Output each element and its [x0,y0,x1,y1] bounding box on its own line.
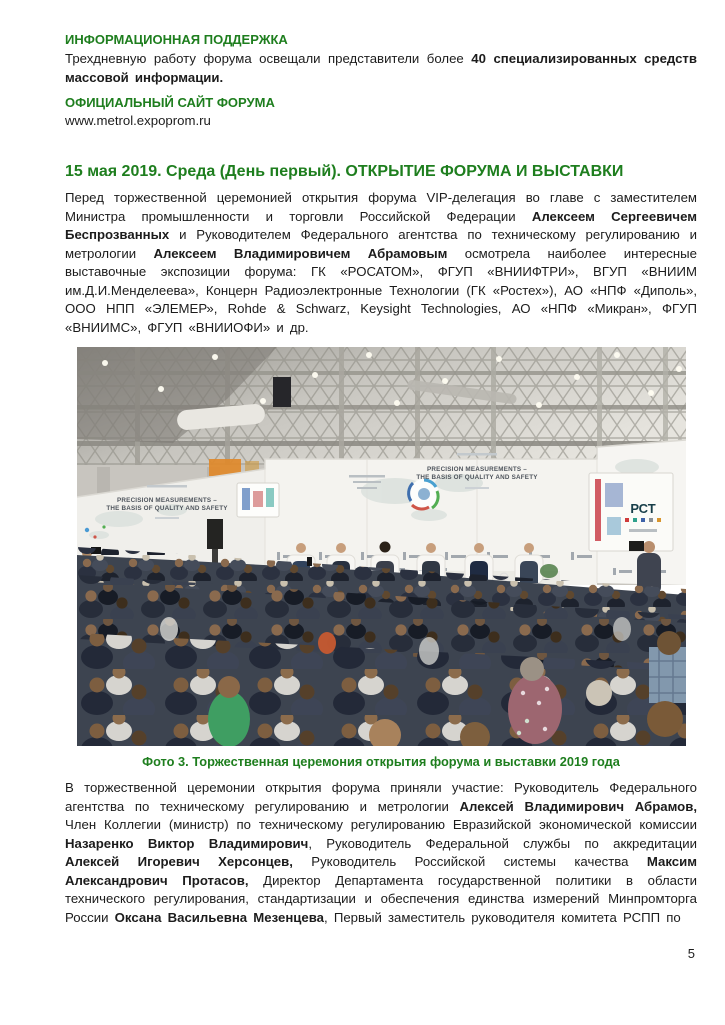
text-run: осмотрела наиболее интересные выставочные экспозиции форума: ГК «РОСАТОМ», ФГУП «ВНИИФТРИ», ВГУП «ВНИИМ им.Д.И.Менделеева», Концерн Радиоэлектронные Технологии (ГК «Ростех»), АО «НПФ «Диполь», ООО НПП «ЭЛЕМЕР», Rohde & Schwarz, Keysight Technologies, АО «НПФ «Микран», ФГУП «ВНИИМС», ФГУП «ВНИИОФИ» и др. [65,245,697,335]
official-site-url: www.metrol.expoprom.ru [65,113,211,128]
text-run: Перед торжественной церемонией открытия форума VIP-делегация во главе с заместителем Министра промышленности и торговли Российской Федерации [65,190,697,224]
text-run-bold: Алексей Игоревич Херсонцев, [65,854,293,869]
svg-text:THE BASIS OF QUALITY AND SAFET: THE BASIS OF QUALITY AND SAFETY [415,474,538,481]
text-run-bold: Алексеем Сергеевичем Беспрозванных [65,208,697,242]
text-run: , Руководитель Федеральной службы по аккредитации [308,835,697,851]
text-run: Член Коллегии (министр) по техническому регулированию Евразийской экономической комиссии [65,817,697,832]
text-run: Трехдневную работу форума освещали представители более [65,51,472,66]
text-run: Директор Департамента государственной политики в области технического регулирования, стандартизации и обеспечения единства измерений Минпромторга России [65,872,698,925]
text-run: и Руководителем Федерального агентства по техническому регулированию и метрологии [65,227,697,261]
forum-logo-circle [408,479,438,509]
presentation-screen-left [237,483,279,517]
page-number: 5 [687,946,695,961]
svg-text:PRECISION MEASUREMENTS –: PRECISION MEASUREMENTS – [426,466,527,473]
text-run-bold: Оксана Васильевна Мезенцева [114,909,325,925]
text-run-bold: Максим Александрович Протасов, [65,854,697,888]
forum-photo-image [77,347,686,746]
raised-phone [307,557,312,566]
green-cardigan-attendee [208,691,250,746]
document-page [65,0,697,927]
photo-caption: Фото 3. Торжественная церемония открытия форума и выставки 2019 года [142,754,620,769]
day-heading: 15 мая 2019. Среда (День первый). ОТКРЫТИЕ ФОРУМА И ВЫСТАВКИ [65,163,624,180]
official-site-title: ОФИЦИАЛЬНЫЙ САЙТ ФОРУМА [65,95,275,110]
svg-text:THE BASIS OF QUALITY AND SAFET: THE BASIS OF QUALITY AND SAFETY [105,505,228,512]
stage-flowers [540,564,558,578]
text-run-bold: Алексеем Владимировичем Абрамовым [153,245,448,261]
rst-screen-right [589,473,673,551]
text-run: Руководитель Российской системы качества [292,854,647,869]
ceremony-paragraph [65,779,697,927]
info-support-title: ИНФОРМАЦИОННАЯ ПОДДЕРЖКА [65,32,288,47]
text-run: В торжественной церемонии открытия форума приняли участие: Руководитель Федерального агентства по техническому регулированию и метрологии [65,780,697,814]
text-run-bold: Назаренко Виктор Владимирович [65,835,309,851]
text-run-bold: 40 специализированных средств массовой информации. [65,51,697,85]
text-run-bold: Алексей Владимирович Абрамов, [459,798,697,814]
forum-photo [77,347,686,746]
opening-paragraph [65,189,697,337]
stage-speaker-box [207,519,223,549]
svg-text:PRECISION MEASUREMENTS –: PRECISION MEASUREMENTS – [116,497,217,504]
info-support-paragraph [65,50,697,87]
text-run: , Первый заместитель руководителя комитета РСПП по [324,909,681,925]
rst-logo-text: РСТ [629,501,656,516]
ceiling-structure [77,347,686,477]
